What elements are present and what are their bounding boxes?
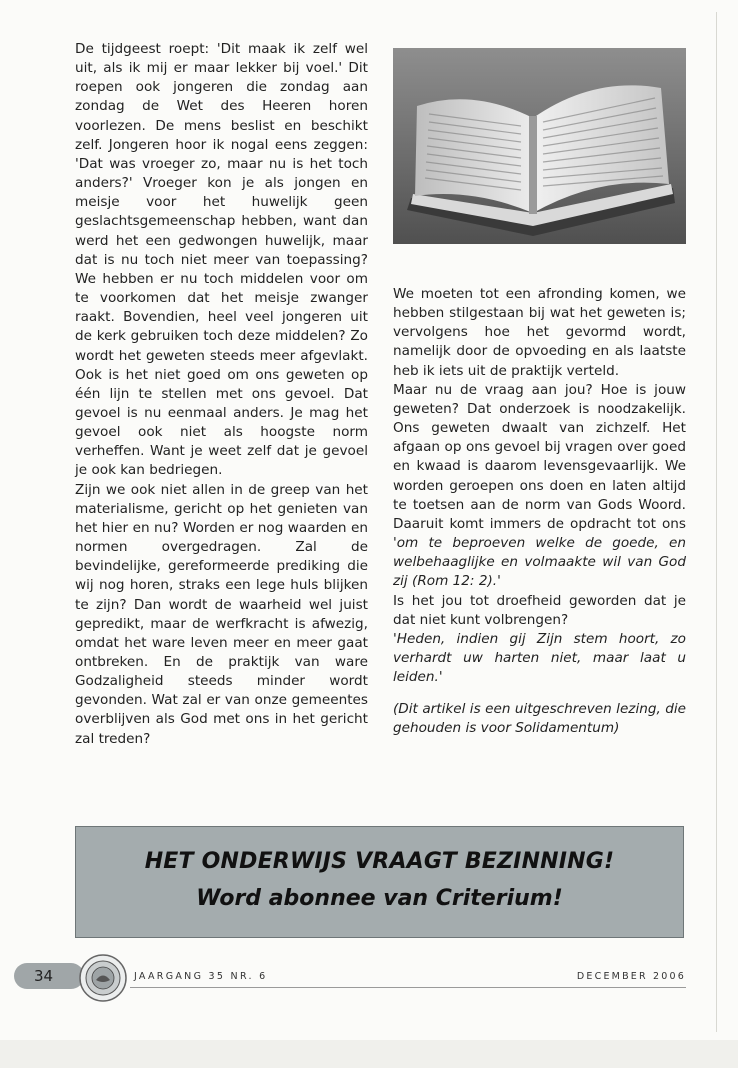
article-left-column bbox=[75, 40, 368, 749]
article-paragraph: Zijn we ook niet allen in de greep van het materialisme, gericht op het genieten van het hier en nu? Worden er nog waarden en normen overgedragen. Zal de bevindelijke, gereformeerde prediking die wij nog horen, straks een lege huls blijken te zijn? Dan wordt de waarheid wel juist gepredikt, maar de werfkracht is afwezig, omdat het ware leven meer en meer gaat ontbreken. En de praktijk van ware Godzaligheid steeds minder wordt gevonden. Wat zal er van onze gemeentes overblijven als God met ons in het gericht zal treden? bbox=[75, 481, 368, 747]
issue-date: DECEMBER 2006 bbox=[576, 971, 686, 982]
open-bible-photo bbox=[393, 48, 686, 244]
seal-emblem-icon bbox=[78, 953, 128, 1007]
banner-call-to-action: Word abonnee van Criterium! bbox=[196, 886, 563, 911]
page-edge-rule bbox=[716, 12, 717, 1032]
article-paragraph: Is het jou tot droefheid geworden dat je dat niet kunt volbrengen? bbox=[393, 592, 686, 628]
article-text: Maar nu de vraag aan jou? Hoe is jouw geweten? Dat onderzoek is noodzakelijk. Ons geweten dwaalt van zichzelf. Het afgaan op ons gevoel bij vragen over goed en kwaad is daarom levensgevaarlijk. We worden geroepen ons doen en laten altijd te toetsen aan de norm van Gods Woord. Daaruit komt immers de opdracht tot ons bbox=[393, 381, 686, 532]
page-number: 34 bbox=[34, 967, 54, 985]
subscription-banner bbox=[75, 826, 684, 938]
page-bottom-edge bbox=[0, 1040, 738, 1068]
banner-headline: HET ONDERWIJS VRAAGT BEZINNING! bbox=[144, 849, 615, 874]
issue-label: JAARGANG 35 NR. 6 bbox=[134, 971, 268, 982]
article-note: (Dit artikel is een uitgeschreven lezing, die gehouden is voor Solidamentum) bbox=[393, 701, 686, 737]
footer-rule bbox=[130, 987, 686, 988]
scripture-quote: 'Heden, indien gij Zijn stem hoort, zo verhardt uw harten niet, maar laat u leiden.' bbox=[393, 630, 686, 686]
article-paragraph bbox=[393, 381, 686, 592]
scripture-quote: 'om te beproeven welke de goede, en welbehaaglijke en volmaakte wil van God zij (Rom 12: 2).' bbox=[393, 535, 686, 590]
article-paragraph: De tijdgeest roept: 'Dit maak ik zelf wel uit, als ik mij er maar lekker bij voel.' Dit roepen ook jongeren die zondag aan zondag de Wet des Heeren horen voorlezen. De mens beslist en beschikt zelf. Jongeren hoor ik nogal eens zeggen: 'Dat was vroeger zo, maar nu is het toch anders?' Vroeger kon je als jongen en meisje voor het huwelijk geen geslachtsgemeenschap hebben, want dan werd het een gedwongen huwelijk, maar dat is nu toch niet meer van toepassing? We hebben er nu toch middelen voor om te voorkomen dat het meisje zwanger raakt. Bovendien, heel veel jongeren uit de kerk gebruiken toch deze middelen? Zo wordt het geweten steeds meer afgevlakt. Ook is het niet goed om ons geweten op één lijn te stellen met ons gevoel. Dat gevoel is nu eenmaal anders. Je mag het gevoel ook niet als hoogste norm verheffen. Want je weet zelf dat je gevoel je ook kan bedriegen. bbox=[75, 41, 368, 479]
article-paragraph: We moeten tot een afronding komen, we hebben stilgestaan bij wat het geweten is; vervolgens hoe het gevormd wordt, namelijk door de opvoeding en als laatste heb ik iets uit de praktijk verteld. bbox=[393, 286, 686, 379]
article-right-column bbox=[393, 285, 686, 739]
